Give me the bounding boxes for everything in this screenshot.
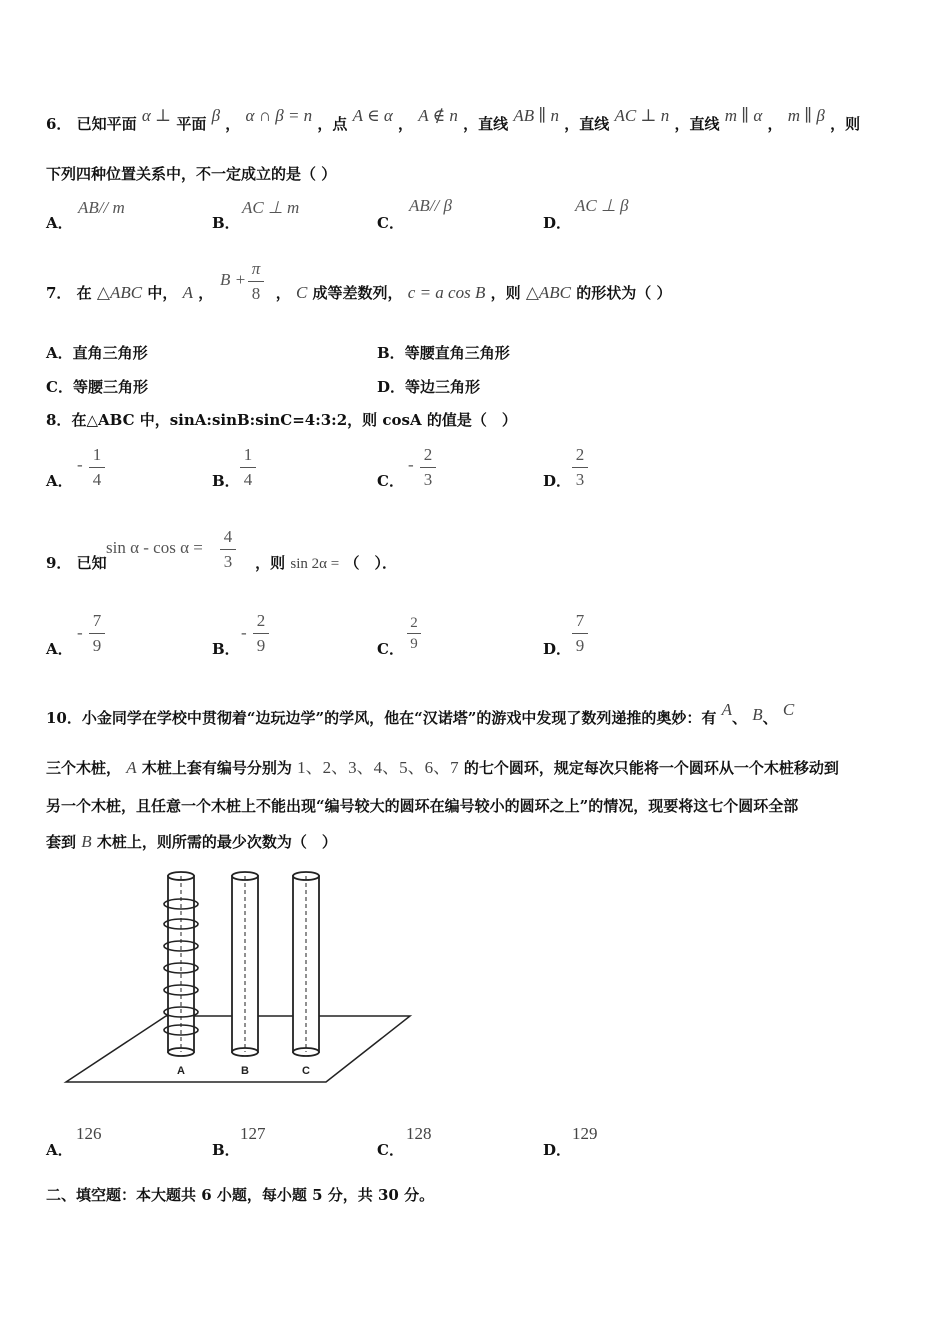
q8-option-a-fraction: 1 4 [89,444,105,491]
section-2-heading: 二、填空题：本大题共 6 小题，每小题 5 分，共 30 分。 [46,1186,435,1204]
q9-option-d-label[interactable]: D． [543,640,572,658]
q7-option-c[interactable]: C．等腰三角形 [46,378,148,396]
q9-option-a-fraction: 7 9 [89,610,105,657]
q6-option-b-math: AC ⊥ m [242,198,300,217]
q7-b-plus: B + [220,270,247,289]
q6-option-a-math: AB// m [78,198,125,217]
question-number: 8． [46,411,72,429]
q9-four-thirds: 4 3 [220,526,236,573]
q9-option-c-fraction: 2 9 [407,614,421,653]
q10-option-b-value: 127 [240,1124,266,1143]
q9-option-d-fraction: 7 9 [572,610,588,657]
peg-b [232,872,258,1056]
q6-option-a-label[interactable]: A． [46,214,73,232]
q10-option-c-value: 128 [406,1124,432,1143]
q10-option-a-label[interactable]: A． [46,1141,73,1159]
q9-option-b-sign: - [241,623,247,642]
q8-option-c-label[interactable]: C． [377,472,404,490]
q6-option-b-label[interactable]: B． [212,214,240,232]
q6-option-d-math: AC ⊥ β [575,196,629,215]
q8-option-d-label[interactable]: D． [543,472,572,490]
q7-option-b[interactable]: B．等腰直角三角形 [377,344,510,362]
question-6-line-1: 6． 已知平面 α ⊥ 平面 β ， α ∩ β = n ，点 A ∈ α ， A ∉ n ，直线 AB ∥ n ，直线 AC ⊥ n ，直线 m ∥ α ， m ∥ β ，则 [46,106,861,133]
question-number: 6． [46,115,72,133]
q9-option-a-sign: - [77,623,83,642]
question-number: 7． [46,284,72,302]
peg-label-c: C [302,1065,310,1077]
q9-option-c-label[interactable]: C． [377,640,404,658]
question-number: 9． [46,554,72,572]
q8-option-a-sign: - [77,455,83,474]
q8-option-c-fraction: 2 3 [420,444,436,491]
peg-label-a: A [177,1065,185,1077]
question-10-line-1: 10．小金同学在学校中贯彻着“边玩边学”的学风，他在“汉诺塔”的游戏中发现了数列递推的奥妙：有 A、 B、 C [46,700,795,727]
q7-option-a[interactable]: A．直角三角形 [46,344,148,362]
question-10-line-3: 另一个木桩，且任意一个木桩上不能出现“编号较大的圆环在编号较小的圆环之上”的情况，现要将这七个圆环全部 [46,797,799,815]
q9-expression: sin α - cos α = [106,538,203,557]
q9-option-b-label[interactable]: B． [212,640,240,658]
q10-option-c-label[interactable]: C． [377,1141,404,1159]
q9-option-b-fraction: 2 9 [253,610,269,657]
question-number: 10． [46,709,82,727]
q10-option-d-label[interactable]: D． [543,1141,572,1159]
q8-option-d-fraction: 2 3 [572,444,588,491]
question-9-line-1: 9． 已知 ，则 sin 2α = （ ）． [46,554,397,572]
q8-option-b-fraction: 1 4 [240,444,256,491]
hanoi-tower-figure [58,866,428,1086]
peg-c [293,872,319,1056]
q6-option-c-label[interactable]: C． [377,214,404,232]
q10-option-a-value: 126 [76,1124,102,1143]
question-6-line-2: 下列四种位置关系中，不一定成立的是（ ） [46,165,337,183]
q8-option-b-label[interactable]: B． [212,472,240,490]
q10-option-b-label[interactable]: B． [212,1141,240,1159]
q8-option-a-label[interactable]: A． [46,472,73,490]
q10-option-d-value: 129 [572,1124,598,1143]
question-8-line-1: 8．在△ABC 中，sinA:sinB:sinC=4:3:2，则 cosA 的值是（ ） [46,411,517,429]
peg-a [164,872,198,1056]
q6-option-c-math: AB// β [409,196,452,215]
q8-option-c-sign: - [408,455,414,474]
q9-option-a-label[interactable]: A． [46,640,73,658]
question-10-line-4: 套到 B 木桩上，则所需的最少次数为（ ） [46,832,337,851]
q6-option-d-label[interactable]: D． [543,214,572,232]
question-7-line-1: 7． 在 △ABC 中， A ， ， C 成等差数列， c = a cos B ，则 △ABC 的形状为（ ） [46,283,672,302]
q7-pi-over-8: π 8 [248,258,264,305]
peg-label-b: B [241,1065,249,1077]
q7-option-d[interactable]: D．等边三角形 [377,378,481,396]
question-10-line-2: 三个木桩， A 木桩上套有编号分别为 1、2、3、4、5、6、7 的七个圆环，规定每次只能将一个圆环从一个木桩移动到 [46,758,839,777]
